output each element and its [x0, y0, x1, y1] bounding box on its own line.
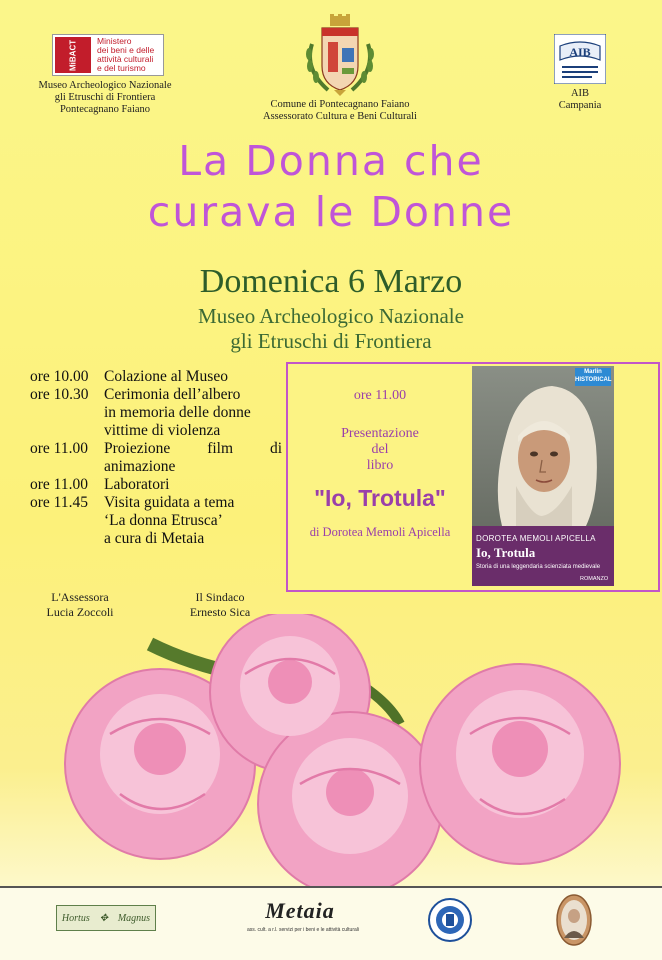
schedule-time: ore 10.00: [30, 368, 89, 385]
schedule-item: [30, 494, 282, 548]
mibact-logo-text: Ministero dei beni e delle attività culturali e del turismo: [97, 36, 155, 73]
schedule-activity: Visita guidata a tema ‘La donna Etrusca’ a cura di Metaia: [104, 494, 235, 547]
schedule-item: [30, 476, 282, 494]
event-venue: Museo Archeologico Nazionale gli Etruschi di Frontiera: [198, 304, 464, 353]
association-seal-icon: [428, 898, 472, 942]
schedule-time: ore 11.00: [30, 440, 88, 457]
presentation-time: ore 11.00: [353, 388, 407, 403]
schedule-activity: Laboratori: [104, 476, 170, 493]
schedule-item: [30, 368, 282, 386]
municipal-crest-icon: [298, 14, 382, 98]
signature-assessora: L'Assessora Lucia Zoccoli: [46, 590, 114, 619]
publisher-badge: Marlin HISTORICAL: [575, 368, 611, 386]
schedule-time: ore 11.45: [30, 494, 88, 511]
metaia-logo: Metaia: [265, 898, 335, 923]
mibact-logo: [52, 34, 164, 76]
museum-institution-label: Museo Archeologico Nazionale gli Etruschi di Frontiera Pontecagnano Faiano: [38, 80, 172, 115]
peony-flowers-image: [40, 614, 640, 894]
cover-subtitle: Storia di una leggendaria scienziata medievale: [476, 564, 601, 570]
hortus-emblem-icon: ✥: [99, 912, 108, 924]
schedule-activity: Proiezione film di animazione: [104, 440, 282, 475]
cover-author: DOROTEA MEMOLI APICELLA: [476, 534, 596, 543]
event-date: Domenica 6 Marzo: [199, 263, 463, 300]
mibact-logo-mark: MiBACT: [55, 37, 91, 73]
schedule-item: [30, 440, 282, 476]
book-author: di Dorotea Memoli Apicella: [309, 525, 451, 539]
book-title: "Io, Trotula": [314, 485, 446, 511]
schedule-time: ore 11.00: [30, 476, 88, 493]
cover-genre: ROMANZO: [580, 576, 609, 582]
municipality-label: Comune di Pontecagnano Faiano Assessorato Cultura e Beni Culturali: [263, 99, 417, 122]
schedule-time: ore 10.30: [30, 386, 89, 403]
schedule-activity: Colazione al Museo: [104, 368, 228, 385]
cover-title: Io, Trotula: [476, 545, 536, 560]
schedule-item: [30, 386, 282, 440]
event-title: La Donna che curava le Donne: [147, 137, 515, 236]
hortus-magnus-logo: Hortus ✥ Magnus: [56, 905, 156, 931]
metaia-subtitle: ass. cult. a r.l. servizi per i beni e le attività culturali: [247, 927, 359, 933]
aib-label: AIB Campania: [558, 88, 602, 111]
aib-logo-icon: [554, 34, 606, 84]
presentation-label: Presentazione del libro: [341, 426, 419, 473]
signature-sindaco: Il Sindaco Ernesto Sica: [189, 590, 251, 619]
schedule-activity: Cerimonia dell’albero in memoria delle donne vittime di violenza: [104, 386, 251, 439]
aib-logo-text: AIB: [569, 45, 591, 59]
schedule-list: [30, 368, 282, 548]
portrait-medallion-icon: [556, 894, 592, 946]
